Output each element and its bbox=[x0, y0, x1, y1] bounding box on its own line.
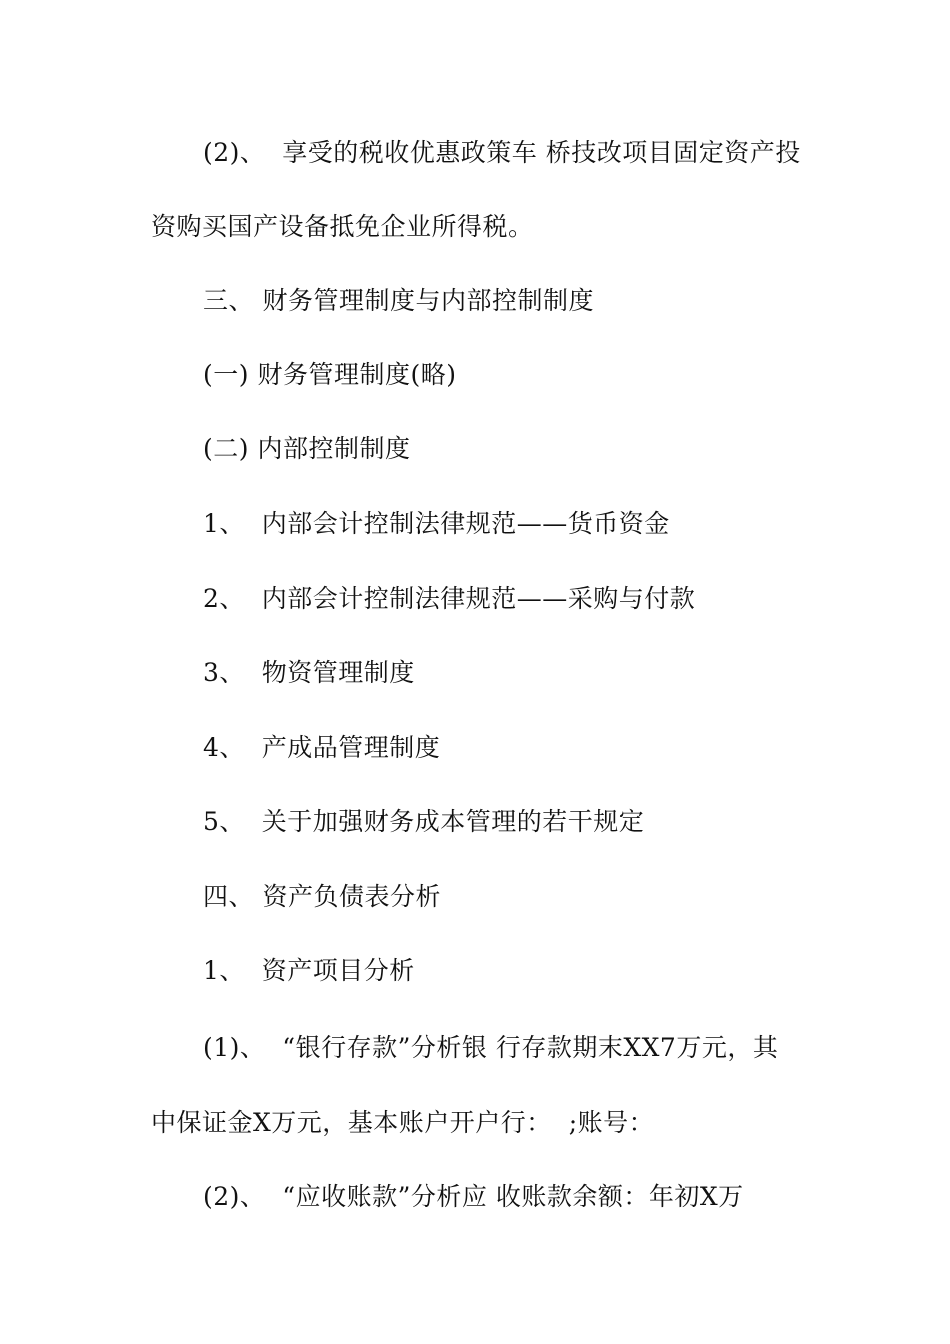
list-item-5: 5、 关于加强财务成本管理的若干规定 bbox=[203, 807, 645, 836]
paragraph-tax-incentive: (2)、 享受的税收优惠政策车 桥技改项目固定资产投 bbox=[203, 138, 801, 167]
list-item-1: 1、 内部会计控制法律规范——货币资金 bbox=[203, 509, 670, 538]
list-item-2: 2、 内部会计控制法律规范——采购与付款 bbox=[203, 584, 696, 613]
paragraph-bank-deposit-continued: 中保证金X万元，基本账户开户行： ;账号： bbox=[151, 1108, 655, 1137]
list-item-3: 3、 物资管理制度 bbox=[203, 658, 415, 687]
asset-analysis-heading: 1、 资产项目分析 bbox=[203, 956, 415, 985]
paragraph-bank-deposit: (1)、 “银行存款”分析银 行存款期末XX7万元，其 bbox=[203, 1033, 779, 1062]
section-heading-four: 四、 资产负债表分析 bbox=[203, 882, 441, 911]
paragraph-tax-incentive-continued: 资购买国产设备抵免企业所得税。 bbox=[151, 212, 534, 241]
paragraph-accounts-receivable: (2)、 “应收账款”分析应 收账款余额：年初X万 bbox=[203, 1182, 744, 1211]
subsection-internal-control: (二) 内部控制制度 bbox=[203, 434, 411, 463]
subsection-financial-management: (一) 财务管理制度(略) bbox=[203, 360, 457, 389]
list-item-4: 4、 产成品管理制度 bbox=[203, 733, 441, 762]
section-heading-three: 三、 财务管理制度与内部控制制度 bbox=[203, 286, 594, 315]
